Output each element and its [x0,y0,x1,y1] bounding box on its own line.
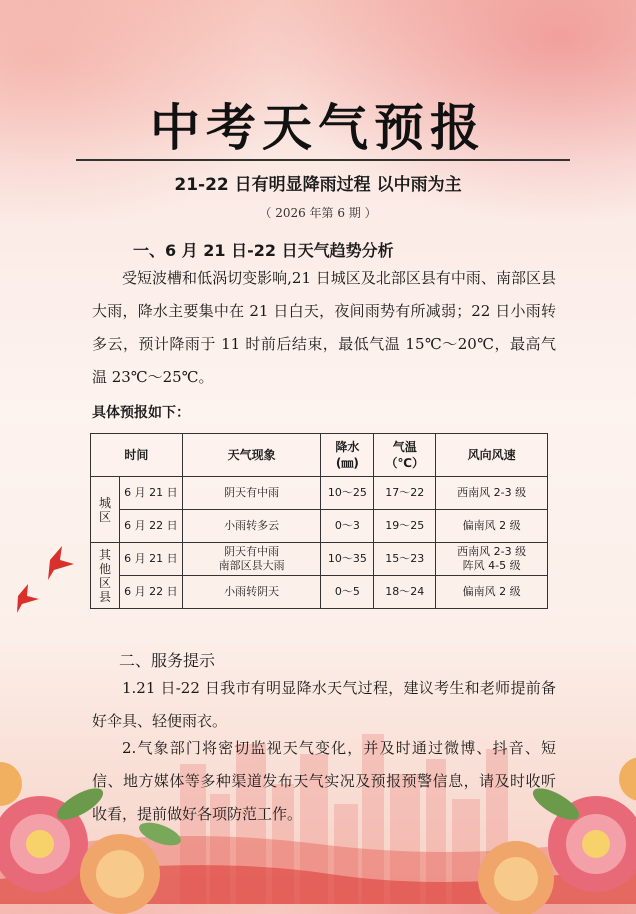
table-cell-date: 6 月 22 日 [119,510,182,543]
section1-heading: 一、6 月 21 日-22 日天气趋势分析 [133,241,394,260]
table-cell-date: 6 月 21 日 [119,477,182,510]
col-header-wind: 风向风速 [436,434,548,477]
table-cell-temp: 18～24 [374,576,436,609]
region-city-char1: 城 [98,495,111,510]
table-cell-weather: 小雨转阴天 [182,576,321,609]
col-header-temp-unit: （℃） [385,456,425,470]
col-header-time: 时间 [91,434,183,477]
table-row [91,510,548,543]
table-cell-rain: 10～25 [321,477,374,510]
issue-number: （ 2026 年第 6 期 ） [259,206,377,220]
service-tip-2: 2.气象部门将密切监视天气变化，并及时通过微博、抖音、短信、地方媒体等多种渠道发布天气实况及预报预警信息，请及时收听收看，提前做好各项防范工作。 [92,739,556,823]
region-other-char2: 他 [98,561,111,576]
table-cell-temp: 19～25 [374,510,436,543]
table-cell-wind: 偏南风 2 级 [436,510,548,543]
section1-paragraph: 受短波槽和低涡切变影响,21 日城区及北部区县有中雨、南部区县大雨，降水主要集中在 21 日白天，夜间雨势有所减弱；22 日小雨转多云，预计降雨于 11 时前后结束，最低气温 15℃～20℃，最高气温 23℃～25℃。 [92,269,556,386]
table-cell-weather [182,543,321,576]
page-title: 中考天气预报 [150,99,486,157]
table-cell-rain: 0～5 [321,576,374,609]
title-divider [76,159,570,161]
detail-heading: 具体预报如下： [92,405,190,421]
table-cell-date: 6 月 21 日 [119,543,182,576]
col-header-temp [374,434,436,477]
table-cell-wind: 西南风 2-3 级 [436,477,548,510]
table-cell-date: 6 月 22 日 [119,576,182,609]
table-cell-wind-line1: 西南风 2-3 级 [457,545,527,558]
forecast-table [90,433,548,609]
service-tip-1: 1.21 日-22 日我市有明显降水天气过程，建议考生和老师提前备好伞具、轻便雨衣。 [92,679,556,730]
col-header-temp-label: 气温 [392,440,417,454]
subtitle: 21-22 日有明显降雨过程 以中雨为主 [174,175,462,195]
table-cell-temp: 15～23 [374,543,436,576]
bird-icon [10,540,90,630]
table-row [91,576,548,609]
table-cell-weather-line2: 南部区县大雨 [218,559,285,572]
table-cell-temp: 17～22 [374,477,436,510]
table-row [91,543,548,576]
region-other-char1: 其 [98,547,111,562]
table-cell-weather: 阴天有中雨 [182,477,321,510]
table-cell-rain: 10～35 [321,543,374,576]
table-row [91,477,548,510]
region-city-char2: 区 [98,509,111,524]
table-cell-rain: 0～3 [321,510,374,543]
region-other-char4: 县 [98,589,111,604]
col-header-rain-label: 降水 [335,440,360,454]
col-header-weather: 天气现象 [182,434,321,477]
table-cell-weather: 小雨转多云 [182,510,321,543]
table-cell-wind-line2: 阵风 4-5 级 [462,559,521,572]
table-cell-wind [436,543,548,576]
table-cell-weather-line1: 阴天有中雨 [224,545,280,558]
table-header-row [91,434,548,477]
table-cell-wind: 偏南风 2 级 [436,576,548,609]
col-header-rain [321,434,374,477]
section2-heading: 二、服务提示 [119,651,216,670]
region-other [91,543,120,609]
region-other-char3: 区 [98,575,111,590]
region-city [91,477,120,543]
col-header-rain-unit: (㎜) [335,456,359,470]
